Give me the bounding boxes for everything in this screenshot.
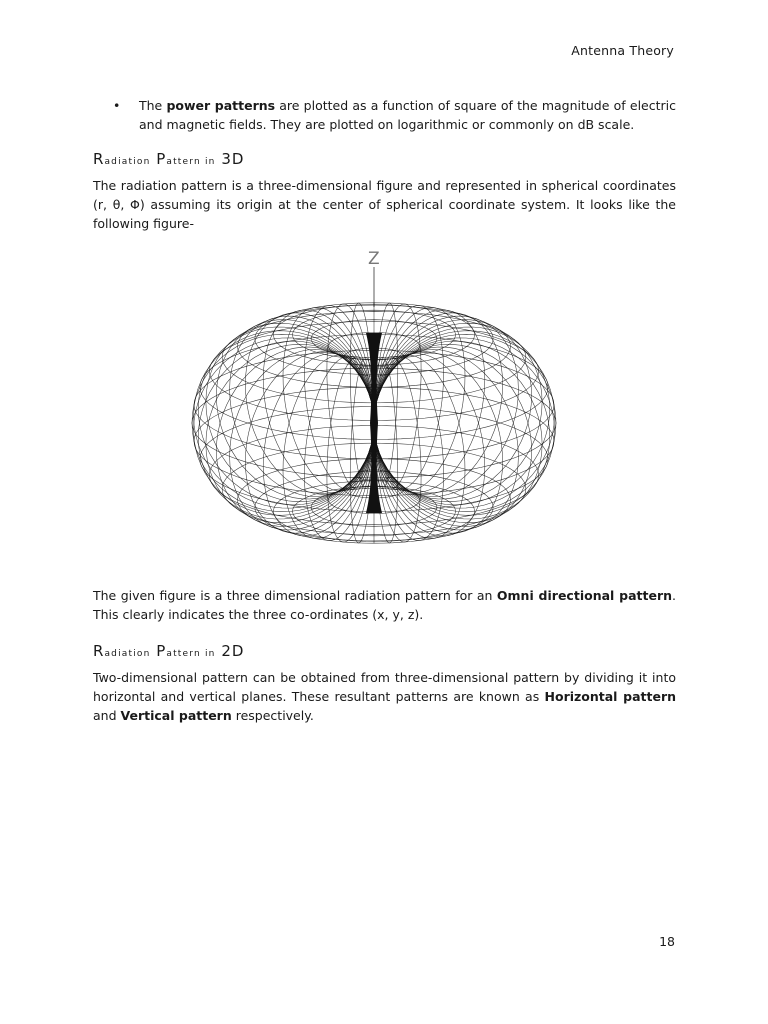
heading-2d-p-rest: attern in bbox=[166, 649, 216, 659]
mesh-line bbox=[230, 350, 374, 530]
paragraph-3d-intro: The radiation pattern is a three-dimensional figure and represented in spherical coordinates (r, θ, Φ) assuming its origin at the center of spherical coordinate system. It looks like the following figure- bbox=[93, 178, 676, 231]
para-2d-bold-vertical: Vertical pattern bbox=[120, 708, 232, 723]
heading-2d-r-rest: adiation bbox=[104, 649, 151, 659]
heading-2d-tail: 2D bbox=[215, 642, 245, 660]
heading-3d-p-rest: attern in bbox=[166, 157, 216, 167]
section-heading-2d bbox=[93, 642, 676, 663]
mesh-line bbox=[374, 316, 518, 496]
para-2d-bold-horizontal: Horizontal pattern bbox=[544, 689, 677, 704]
bullet-item bbox=[93, 96, 676, 134]
mesh-line bbox=[198, 327, 374, 505]
mesh-line bbox=[198, 341, 374, 519]
caption-bold: Omni directional pattern bbox=[496, 588, 673, 603]
heading-2d-p: P bbox=[150, 642, 167, 660]
bullet-text bbox=[139, 96, 676, 134]
heading-3d-p: P bbox=[150, 150, 167, 168]
heading-2d-r: R bbox=[93, 642, 105, 660]
radiation-pattern-3d-svg bbox=[190, 245, 562, 560]
heading-3d-tail: 3D bbox=[215, 150, 245, 168]
paragraph-2d bbox=[93, 668, 676, 725]
section-heading-3d bbox=[93, 150, 676, 171]
running-header: Antenna Theory bbox=[571, 43, 674, 58]
bullet-text-pre: The bbox=[139, 98, 167, 113]
para-2d-mid: and bbox=[93, 708, 121, 723]
caption-pre: The given figure is a three dimensional radiation pattern for an bbox=[93, 588, 497, 603]
bullet-text-bold: power patterns bbox=[166, 98, 276, 113]
mesh-line bbox=[374, 327, 550, 505]
mesh-line bbox=[374, 341, 550, 519]
mesh-line bbox=[230, 316, 374, 496]
caption-post: . This clearly indicates the three co-ordinates (x, y, z). bbox=[93, 588, 676, 622]
page-number: 18 bbox=[659, 934, 675, 949]
page-content bbox=[93, 96, 676, 233]
bullet-text-post: are plotted as a function of square of the magnitude of electric and magnetic fields. They are plotted on logarithmic or commonly on dB scale. bbox=[139, 98, 676, 132]
para-2d-post: respectively. bbox=[231, 708, 314, 723]
mesh-line bbox=[374, 350, 518, 530]
para-2d-pre: Two-dimensional pattern can be obtained from three-dimensional pattern by dividing it into horizontal and vertical planes. These resultant patterns are known as bbox=[93, 670, 676, 704]
heading-3d-r-rest: adiation bbox=[104, 157, 151, 167]
z-axis-label: Z bbox=[368, 249, 380, 269]
torus-mesh bbox=[192, 303, 556, 543]
heading-3d-r: R bbox=[93, 150, 105, 168]
radiation-pattern-figure bbox=[190, 245, 562, 560]
figure-caption bbox=[93, 586, 676, 624]
bullet-mark: • bbox=[113, 98, 121, 113]
lower-content bbox=[93, 586, 676, 725]
